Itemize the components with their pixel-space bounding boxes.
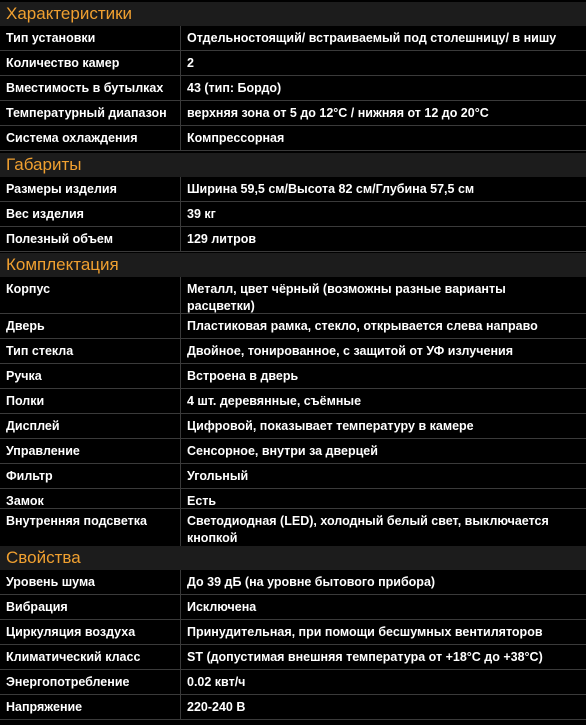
spec-label: Тип стекла [6,344,74,358]
spec-label: Дверь [6,319,45,333]
spec-row [0,509,586,546]
spec-value: 129 литров [180,227,586,251]
spec-row [0,389,586,414]
spec-row [0,314,586,339]
spec-value: 220-240 В [180,695,586,719]
spec-row [0,364,586,389]
spec-label: Энергопотребление [6,675,130,689]
spec-label: Корпус [6,282,51,296]
section-title-properties: Свойства [6,548,81,567]
spec-value: Металл, цвет чёрный (возможны разные варианты расцветки) [180,277,586,313]
spec-value: Есть [180,489,586,508]
spec-label: Циркуляция воздуха [6,625,136,639]
spec-row [0,76,586,101]
spec-value: Ширина 59,5 см/Высота 82 см/Глубина 57,5 см [180,177,586,201]
spec-row [0,101,586,126]
spec-row [0,489,586,509]
spec-row [0,26,586,51]
spec-label: Полезный объем [6,232,113,246]
spec-label: Дисплей [6,419,60,433]
spec-label: Уровень шума [6,575,95,589]
spec-label: Замок [6,494,44,508]
spec-label: Управление [6,444,80,458]
spec-row [0,439,586,464]
spec-value: 2 [180,51,586,75]
spec-row [0,339,586,364]
spec-label: Размеры изделия [6,182,117,196]
spec-label: Количество камер [6,56,120,70]
spec-row [0,570,586,595]
spec-value: Цифровой, показывает температуру в камере [180,414,586,438]
spec-value: ST (допустимая внешняя температура от +18°С до +38°С) [180,645,586,669]
spec-row [0,414,586,439]
spec-value: Пластиковая рамка, стекло, открывается слева направо [180,314,586,338]
spec-row [0,620,586,645]
spec-row [0,464,586,489]
spec-row [0,277,586,314]
spec-value: 43 (тип: Бордо) [180,76,586,100]
spec-row [0,595,586,620]
spec-value: Угольный [180,464,586,488]
spec-value: 0.02 квт/ч [180,670,586,694]
section-title-equipment: Комплектация [6,255,119,274]
spec-value: Отдельностоящий/ встраиваемый под столешницу/ в нишу [180,26,586,50]
spec-value: 4 шт. деревянные, съёмные [180,389,586,413]
spec-value: Принудительная, при помощи бесшумных вентиляторов [180,620,586,644]
spec-value: Светодиодная (LED), холодный белый свет, выключается кнопкой [180,509,586,546]
spec-label: Вес изделия [6,207,84,221]
spec-value: 39 кг [180,202,586,226]
spec-row [0,645,586,670]
spec-row [0,227,586,252]
section-title-characteristics: Характеристики [6,4,133,23]
spec-label: Тип установки [6,31,96,45]
spec-label: Вибрация [6,600,68,614]
spec-value: Двойное, тонированное, с защитой от УФ излучения [180,339,586,363]
spec-label: Температурный диапазон [6,106,167,120]
spec-label: Полки [6,394,45,408]
spec-value: До 39 дБ (на уровне бытового прибора) [180,570,586,594]
spec-label: Ручка [6,369,42,383]
spec-row [0,670,586,695]
spec-value: Компрессорная [180,126,586,150]
spec-value: верхняя зона от 5 до 12°С / нижняя от 12 до 20°С [180,101,586,125]
spec-row [0,695,586,720]
spec-label: Система охлаждения [6,131,138,145]
spec-row [0,202,586,227]
spec-row [0,126,586,151]
section-title-dimensions: Габариты [6,155,82,174]
spec-row [0,177,586,202]
spec-label: Климатический класс [6,650,141,664]
spec-label: Вместимость в бутылках [6,81,164,95]
spec-value: Исключена [180,595,586,619]
spec-label: Внутренняя подсветка [6,514,147,528]
spec-value: Сенсорное, внутри за дверцей [180,439,586,463]
spec-label: Напряжение [6,700,83,714]
spec-value: Встроена в дверь [180,364,586,388]
spec-row [0,51,586,76]
spec-label: Фильтр [6,469,53,483]
